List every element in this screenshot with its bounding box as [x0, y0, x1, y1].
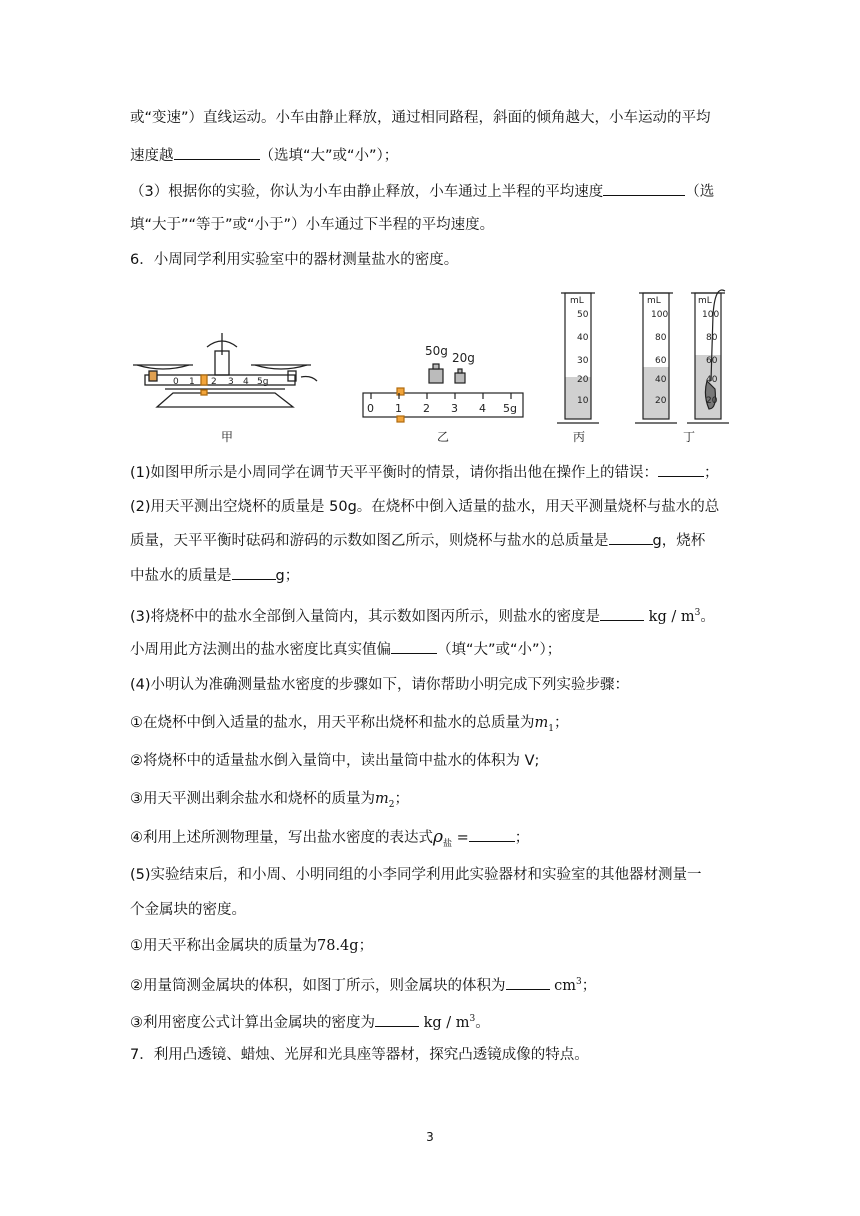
- cylinder-unit: mL: [698, 296, 712, 306]
- step-3: [130, 789, 409, 815]
- metal-step-1: [130, 936, 373, 956]
- text: 6．小周同学利用实验室中的器材测量盐水的密度。: [130, 252, 459, 268]
- scale-tick: 4: [479, 402, 486, 415]
- superscript: 3: [469, 1014, 476, 1024]
- scale-tick: 1: [395, 402, 402, 415]
- cylinder-tick: 50: [577, 310, 589, 320]
- text: 中盐水的质量是: [130, 568, 232, 584]
- metal-step-3: [130, 1009, 490, 1033]
- figure-svg: [125, 285, 735, 445]
- label-yi: 乙: [437, 430, 450, 444]
- subscript: 2: [388, 799, 395, 810]
- weight-label-20g: 20g: [452, 351, 475, 365]
- cylinder-tick: 20: [706, 396, 718, 406]
- cylinder-tick: 60: [655, 356, 667, 366]
- text: ③用天平测出剩余盐水和烧杯的质量为: [130, 791, 375, 807]
- scale-tick: 3: [451, 402, 458, 415]
- subscript: 盐: [443, 838, 453, 849]
- cylinder-tick: 80: [706, 333, 718, 343]
- balance-diagram: [133, 333, 317, 407]
- text: ③利用密度公式计算出金属块的密度为: [130, 1014, 375, 1031]
- text: （选填“大”或“小”）；: [259, 148, 399, 164]
- text: 。: [700, 608, 715, 625]
- text: ①用天平称出金属块的质量为: [130, 938, 317, 954]
- text-line-1: [130, 108, 711, 128]
- cylinder-tick: 40: [655, 375, 667, 385]
- step-4: [130, 827, 529, 854]
- scale-tick: 5g: [503, 402, 517, 415]
- text: ；: [553, 715, 569, 731]
- answer-blank[interactable]: [600, 606, 644, 621]
- text: 速度越: [130, 148, 174, 164]
- text: (1)如图甲所示是小周同学在调节天平平衡时的情景，请你指出他在操作上的错误：: [130, 465, 659, 481]
- question-6-title: [130, 250, 458, 270]
- answer-blank[interactable]: [391, 639, 437, 654]
- answer-blank[interactable]: [469, 827, 515, 842]
- part-2-line-1: [130, 497, 719, 517]
- unit: kg / m: [648, 608, 695, 625]
- experiment-figure: [125, 285, 735, 445]
- superscript: 3: [575, 977, 582, 987]
- text: （填“大”或“小”）；: [437, 642, 562, 658]
- text: g，烧杯: [652, 533, 706, 549]
- text-line-3: [130, 181, 714, 202]
- text: ；: [394, 791, 409, 807]
- metal-step-2: [130, 972, 596, 996]
- text-line-4: [130, 215, 494, 235]
- balance-tick: 3: [228, 377, 234, 387]
- part-3-line-2: [130, 639, 561, 660]
- balance-rider: [201, 375, 207, 385]
- text: ；: [514, 830, 530, 846]
- answer-blank[interactable]: [232, 565, 276, 580]
- answer-blank[interactable]: [506, 975, 550, 990]
- text: （选: [685, 184, 715, 200]
- label-ding: 丁: [683, 430, 696, 444]
- scale-rider: [397, 388, 404, 395]
- cylinder-tick: 100: [702, 310, 720, 320]
- text: g；: [275, 568, 300, 584]
- balance-tick: 5g: [257, 377, 269, 387]
- part-4: [130, 675, 629, 695]
- label-jia: 甲: [221, 430, 234, 444]
- equals-sign: =: [456, 830, 469, 846]
- cylinder-tick: 100: [651, 310, 669, 320]
- balance-tick: 2: [211, 377, 217, 387]
- subscript: 1: [548, 723, 554, 734]
- weight-label-50g: 50g: [425, 344, 448, 358]
- answer-blank[interactable]: [658, 462, 704, 477]
- part-2-line-2: [130, 530, 705, 551]
- text: 个金属块的密度。: [130, 902, 246, 918]
- step-2: [130, 751, 539, 771]
- cylinder-tick: 20: [655, 396, 667, 406]
- part-3-line-1: [130, 603, 715, 627]
- value: 78.4g: [317, 938, 359, 954]
- cylinder-unit: mL: [647, 296, 661, 306]
- rider-scale: [363, 393, 523, 417]
- cylinder-tick: 10: [577, 396, 589, 406]
- weights-scale-diagram: [363, 364, 523, 422]
- cylinder-tick: 80: [655, 333, 667, 343]
- answer-blank[interactable]: [174, 145, 260, 160]
- weight-50g: [429, 369, 443, 383]
- text: ④利用上述所测物理量，写出盐水密度的表达式: [130, 830, 433, 846]
- question-7-title: [130, 1045, 589, 1065]
- balance-base: [157, 393, 293, 407]
- text: ②将烧杯中的适量盐水倒入量筒中，读出量筒中盐水的体积为 V;: [130, 753, 540, 769]
- part-5-line-2: [130, 900, 246, 920]
- label-bing: 丙: [573, 430, 586, 444]
- part-5-line-1: [130, 865, 702, 885]
- cylinder-tick: 30: [577, 356, 589, 366]
- symbol-rho: ρ: [433, 827, 443, 847]
- symbol-m: m: [375, 791, 389, 807]
- text: （3）根据你的实验，你认为小车由静止释放，小车通过上半程的平均速度: [130, 184, 604, 200]
- balance-beam: [145, 375, 295, 385]
- text: (5)实验结束后，和小周、小明同组的小李同学利用此实验器材和实验室的其他器材测量一: [130, 867, 702, 883]
- part-1: [130, 462, 719, 483]
- step-1: [130, 713, 568, 739]
- hand-icon: [301, 377, 317, 382]
- text: ②用量筒测金属块的体积，如图丁所示，则金属块的体积为: [130, 977, 506, 994]
- cylinder-unit: mL: [570, 296, 584, 306]
- cylinder-tick: 20: [577, 375, 589, 385]
- text: ；: [581, 977, 597, 994]
- text: 。: [475, 1014, 490, 1031]
- cylinder-tick: 60: [706, 356, 718, 366]
- weight-20g: [455, 373, 465, 383]
- text: ；: [358, 938, 374, 954]
- text: ①在烧杯中倒入适量的盐水，用天平称出烧杯和盐水的总质量为: [130, 715, 535, 731]
- superscript: 3: [694, 608, 701, 618]
- cylinder-tick: 40: [577, 333, 589, 343]
- answer-blank[interactable]: [609, 530, 653, 545]
- text: 填“大于”“等于”或“小于”）小车通过下半程的平均速度。: [130, 217, 495, 233]
- unit: kg / m: [423, 1014, 470, 1031]
- unit: cm: [554, 977, 576, 994]
- scale-tick: 0: [367, 402, 374, 415]
- text: (2)用天平测出空烧杯的质量是 50g。在烧杯中倒入适量的盐水，用天平测量烧杯与盐水的总: [130, 499, 720, 515]
- cylinder-tick: 40: [706, 375, 718, 385]
- scale-tick: 2: [423, 402, 430, 415]
- symbol-m: m: [534, 715, 549, 731]
- text: 或“变速”）直线运动。小车由静止释放，通过相同路程，斜面的倾角越大，小车运动的平均: [130, 110, 711, 126]
- text: ；: [704, 465, 719, 481]
- balance-tick: 1: [189, 377, 195, 387]
- text: (3)将烧杯中的盐水全部倒入量筒内，其示数如图丙所示，则盐水的密度是: [130, 608, 601, 625]
- part-2-line-3: [130, 565, 299, 586]
- text: 小周用此方法测出的盐水密度比真实值偏: [130, 642, 391, 658]
- balance-tick: 0: [173, 377, 179, 387]
- page-number: 3: [426, 1130, 434, 1144]
- balance-tick: 4: [243, 377, 249, 387]
- text-line-2: [130, 145, 398, 166]
- text: 7．利用凸透镜、蜡烛、光屏和光具座等器材，探究凸透镜成像的特点。: [130, 1047, 589, 1063]
- answer-blank[interactable]: [603, 181, 685, 196]
- text: (4)小明认为准确测量盐水密度的步骤如下，请你帮助小明完成下列实验步骤：: [130, 677, 630, 693]
- answer-blank[interactable]: [375, 1012, 419, 1027]
- text: 质量，天平平衡时砝码和游码的示数如图乙所示，则烧杯与盐水的总质量是: [130, 533, 609, 549]
